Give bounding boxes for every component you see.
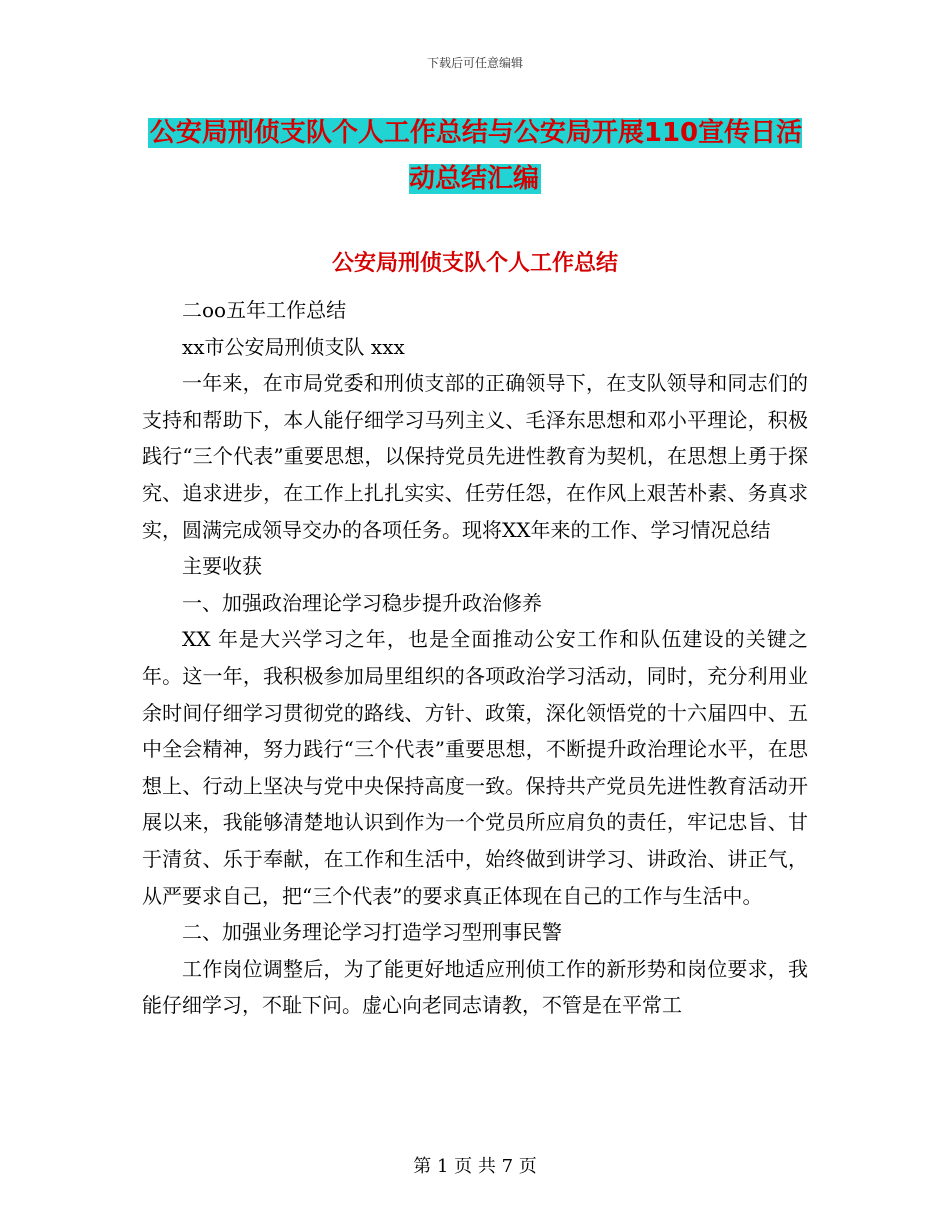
section-title: 公安局刑侦支队个人工作总结: [331, 251, 618, 276]
document-title: [140, 110, 810, 202]
paragraph: 二oo五年工作总结: [182, 298, 347, 322]
paragraph: 一年来，在市局党委和刑侦支部的正确领导下，在支队领导和同志们的支持和帮助下，本人能仔细学习马列主义、毛泽东思想和邓小平理论，积极践行“三个代表”重要思想，以保持党员先进性教育为契机，在思想上勇于探究、追求进步，在工作上扎扎实实、任劳任怨，在作风上艰苦朴素、务真求实，圆满完成领导交办的各项任务。现将XX年来的工作、学习情况总结: [142, 371, 808, 542]
document-title-text: 公安局刑侦支队个人工作总结与公安局开展110宣传日活动总结汇编: [149, 118, 803, 194]
paragraph: 主要收获: [182, 554, 262, 579]
paragraph: 一、加强政治理论学习稳步提升政治修养: [182, 590, 542, 615]
body-text: [142, 292, 808, 1024]
header-note: 下载后可任意编辑: [426, 56, 523, 70]
paragraph: 工作岗位调整后，为了能更好地适应刑侦工作的新形势和岗位要求，我能仔细学习，不耻下问。虚心向老同志请教，不管是在平常工: [142, 956, 808, 1018]
paragraph: XX 年是大兴学习之年，也是全面推动公安工作和队伍建设的关键之年。这一年，我积极参加局里组织的各项政治学习活动，同时，充分利用业余时间仔细学习贯彻党的路线、方针、政策，深化领悟党的十六届四中、五中全会精神，努力践行“三个代表”重要思想，不断提升政治理论水平，在思想上、行动上坚决与党中央保持高度一致。保持共产党员先进性教育活动开展以来，我能够清楚地认识到作为一个党员所应肩负的责任，牢记忠旨、甘于清贫、乐于奉献，在工作和生活中，始终做到讲学习、讲政治、讲正气，从严要求自己，把“三个代表”的要求真正体现在自己的工作与生活中。: [142, 627, 808, 908]
paragraph: 二、加强业务理论学习打造学习型刑事民警: [182, 920, 562, 945]
paragraph: xx市公安局刑侦支队 xxx: [182, 334, 405, 359]
page-footer: 第 1 页 共 7 页: [413, 1156, 537, 1177]
